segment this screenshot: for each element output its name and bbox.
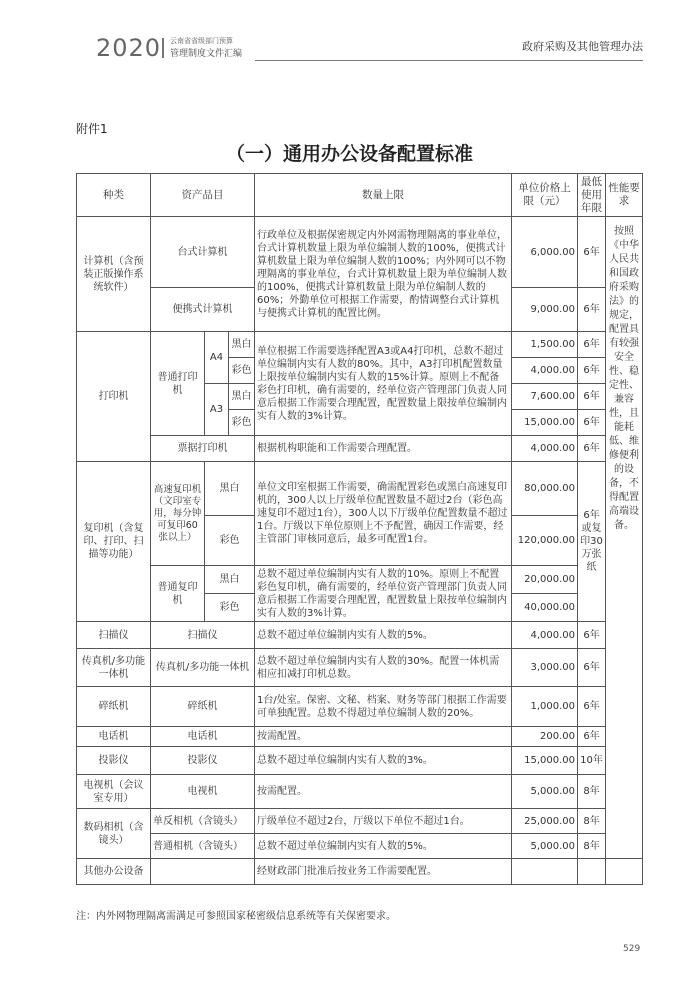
equipment-standard-table — [76, 173, 643, 885]
item-fax: 传真机/多功能一体机 — [151, 649, 255, 687]
item-phone: 电话机 — [151, 727, 255, 747]
price-fax: 3,000.00 — [512, 649, 578, 687]
category-computer: 计算机（含预装正版操作系统软件） — [77, 217, 151, 332]
attachment-label: 附件1 — [76, 122, 108, 136]
printer-a4-bw: 黑白 — [229, 332, 255, 358]
desc-scanner: 总数不超过单位编制内实有人数的5%。 — [255, 622, 512, 649]
footnote: 注：内外网物理隔离需满足可参照国家秘密级信息系统等有关保密要求。 — [76, 911, 396, 922]
header-price: 单位价格上限（元） — [512, 174, 578, 217]
desc-normal-copier: 总数不超过单位编制内实有人数的10%。原则上不配置彩色复印机，确有需要的，经单位资产管理部门负责人同意后根据工作需要合理配置，配置数量上限按单位编制内实有人数的3%计算。 — [255, 566, 512, 622]
years-a4-bw: 6年 — [578, 332, 606, 358]
price-a3-color: 15,000.00 — [512, 410, 578, 436]
years-normal-camera: 8年 — [578, 834, 606, 859]
header-divider — [162, 38, 164, 58]
category-camera: 数码相机（含镜头） — [77, 809, 151, 859]
price-normal-color: 40,000.00 — [512, 594, 578, 622]
copier-high-bw: 黑白 — [205, 462, 255, 516]
item-other-empty — [151, 859, 255, 885]
years-fax: 6年 — [578, 649, 606, 687]
desc-fax: 总数不超过单位编制内实有人数的30%。配置一体机需相应扣减打印机总数。 — [255, 649, 512, 687]
desc-ticket-printer: 根据机构职能和工作需要合理配置。 — [255, 436, 512, 462]
page-title: （一）通用办公设备配置标准 — [225, 143, 473, 165]
item-laptop: 便携式计算机 — [151, 288, 255, 332]
header-years: 最低使用年限 — [578, 174, 606, 217]
performance-other-empty — [606, 859, 643, 885]
performance-requirement: 按照《中华人民共和国政府采购法》的规定，配置具有较强安全性、稳定性、兼容性，且能耗低、维修便利的设备，不得配置高端设备。 — [606, 217, 643, 859]
item-slr-camera: 单反相机（含镜头） — [151, 809, 255, 834]
price-slr-camera: 25,000.00 — [512, 809, 578, 834]
header-subtitle-2: 管理制度文件汇编 — [170, 49, 243, 59]
printer-size-a3: A3 — [205, 384, 229, 436]
years-scanner: 6年 — [578, 622, 606, 649]
price-high-bw: 80,000.00 — [512, 462, 578, 516]
desc-projector: 总数不超过单位编制内实有人数的3%。 — [255, 747, 512, 775]
price-laptop: 9,000.00 — [512, 288, 578, 332]
header-rule — [255, 60, 643, 61]
price-normal-bw: 20,000.00 — [512, 566, 578, 594]
price-scanner: 4,000.00 — [512, 622, 578, 649]
price-a3-bw: 7,600.00 — [512, 384, 578, 410]
years-a3-color: 6年 — [578, 410, 606, 436]
copier-normal-color: 彩色 — [205, 594, 255, 622]
years-shredder: 6年 — [578, 687, 606, 727]
category-other: 其他办公设备 — [77, 859, 151, 885]
years-other-empty — [578, 859, 606, 885]
item-normal-camera: 普通相机（含镜头） — [151, 834, 255, 859]
price-a4-bw: 1,500.00 — [512, 332, 578, 358]
years-slr-camera: 8年 — [578, 809, 606, 834]
years-a3-bw: 6年 — [578, 384, 606, 410]
price-a4-color: 4,000.00 — [512, 358, 578, 384]
header-quantity: 数量上限 — [255, 174, 512, 217]
price-tv: 5,000.00 — [512, 775, 578, 809]
item-shredder: 碎纸机 — [151, 687, 255, 727]
item-normal-printer: 普通打印机 — [151, 332, 205, 436]
category-printer: 打印机 — [77, 332, 151, 462]
years-laptop: 6年 — [578, 288, 606, 332]
category-projector: 投影仪 — [77, 747, 151, 775]
price-high-color: 120,000.00 — [512, 516, 578, 566]
price-desktop: 6,000.00 — [512, 217, 578, 288]
item-projector: 投影仪 — [151, 747, 255, 775]
copier-normal-bw: 黑白 — [205, 566, 255, 594]
header-category: 种类 — [77, 174, 151, 217]
printer-a3-color: 彩色 — [229, 410, 255, 436]
page-number: 529 — [623, 944, 641, 954]
header-section: 政府采购及其他管理办法 — [522, 40, 643, 53]
header-item: 资产品目 — [151, 174, 255, 217]
years-a4-color: 6年 — [578, 358, 606, 384]
item-tv: 电视机 — [151, 775, 255, 809]
price-other-empty — [512, 859, 578, 885]
price-phone: 200.00 — [512, 727, 578, 747]
price-normal-camera: 5,000.00 — [512, 834, 578, 859]
years-tv: 8年 — [578, 775, 606, 809]
item-desktop: 台式计算机 — [151, 217, 255, 288]
category-phone: 电话机 — [77, 727, 151, 747]
copier-high-color: 彩色 — [205, 516, 255, 566]
price-shredder: 1,000.00 — [512, 687, 578, 727]
item-normal-copier: 普通复印机 — [151, 566, 205, 622]
desc-tv: 按需配置。 — [255, 775, 512, 809]
category-fax: 传真机/多功能一体机 — [77, 649, 151, 687]
years-phone: 6年 — [578, 727, 606, 747]
item-ticket-printer: 票据打印机 — [151, 436, 255, 462]
years-desktop: 6年 — [578, 217, 606, 288]
header-subtitle-1: 云南省省级部门预算 — [170, 37, 233, 45]
printer-size-a4: A4 — [205, 332, 229, 384]
item-scanner: 扫描仪 — [151, 622, 255, 649]
header-year: 2020 — [96, 34, 162, 62]
years-projector: 10年 — [578, 747, 606, 775]
years-copier: 6年或复印30万张纸 — [578, 462, 606, 622]
item-high-speed-copier: 高速复印机（文印室专用，每分钟可复印60张以上） — [151, 462, 205, 566]
category-tv: 电视机（会议室专用） — [77, 775, 151, 809]
desc-other: 经财政部门批准后按业务工作需要配置。 — [255, 859, 512, 885]
category-shredder: 碎纸机 — [77, 687, 151, 727]
price-ticket-printer: 4,000.00 — [512, 436, 578, 462]
desc-high-speed-copier: 单位文印室根据工作需要，确需配置彩色或黑白高速复印机的，300人以上厅级单位配置数量不超过2台（彩色高速复印不超过1台），300人以下厅级单位配置数量不超过1台。厅级以下单位原则上不予配置，确因工作需要，经主管部门审核同意后，最多可配置1台。 — [255, 462, 512, 566]
years-ticket-printer: 6年 — [578, 436, 606, 462]
header-performance: 性能要求 — [606, 174, 643, 217]
desc-normal-camera: 总数不超过单位编制内实有人数的5%。 — [255, 834, 512, 859]
price-projector: 15,000.00 — [512, 747, 578, 775]
desc-shredder: 1台/处室。保密、文秘、档案、财务等部门根据工作需要可单独配置。总数不得超过单位编制人数的20%。 — [255, 687, 512, 727]
category-copier: 复印机（含复印、打印、扫描等功能） — [77, 462, 151, 622]
desc-phone: 按需配置。 — [255, 727, 512, 747]
desc-computer: 行政单位及根据保密规定内外网需物理隔离的事业单位，台式计算机数量上限为单位编制人数的100%，便携式计算机数量上限为单位编制人数的100%；内外网可以不物理隔离的事业单位，台式计算机数量上限为单位编制人数的100%，便携式计算机数量上限为单位编制人数的60%；外勤单位可根据工作需要，酌情调整台式计算机与便携式计算机的配置比例。 — [255, 217, 512, 332]
desc-slr-camera: 厅级单位不超过2台，厅级以下单位不超过1台。 — [255, 809, 512, 834]
printer-a4-color: 彩色 — [229, 358, 255, 384]
desc-printer: 单位根据工作需要选择配置A3或A4打印机，总数不超过单位编制内实有人数的80%。其中，A3打印机配置数量上限按单位编制内实有人数的15%计算。原则上不配备彩色打印机，确有需要的，经单位资产管理部门负责人同意后根据工作需要合理配置，配置数量上限按单位编制内实有人数的3%计算。 — [255, 332, 512, 436]
category-scanner: 扫描仪 — [77, 622, 151, 649]
printer-a3-bw: 黑白 — [229, 384, 255, 410]
